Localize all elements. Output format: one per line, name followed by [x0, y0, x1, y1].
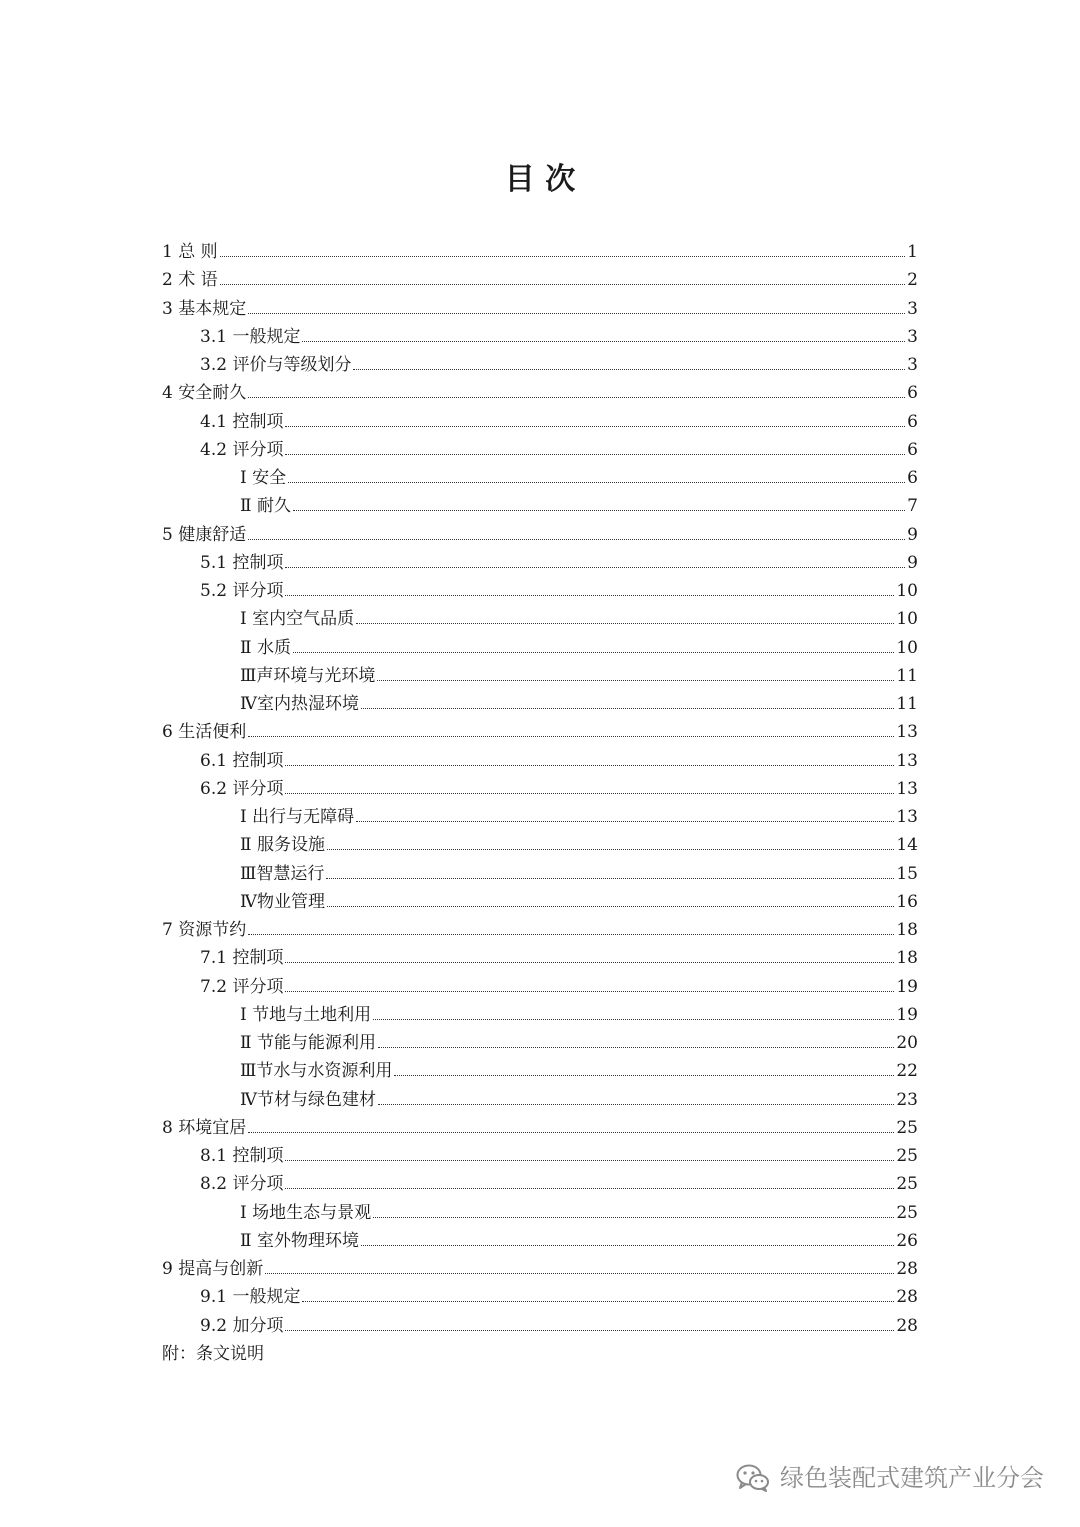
toc-entry[interactable]: [162, 831, 918, 859]
toc-entry-page: 6: [907, 439, 918, 460]
appendix-note: 附：条文说明: [162, 1343, 264, 1364]
toc-entry-label: 7 资源节约: [162, 920, 247, 940]
toc-entry-page: 10: [896, 609, 918, 630]
toc-dot-leader: [285, 453, 905, 455]
toc-entry-page: 11: [896, 694, 918, 714]
toc-dot-leader: [248, 538, 905, 540]
toc-entry-label: Ⅱ 耐久: [240, 496, 291, 517]
toc-entry-page: 28: [896, 1287, 918, 1308]
toc-dot-leader: [285, 594, 894, 596]
toc-entry-label: 8.1 控制项: [200, 1146, 284, 1166]
toc-entry-page: 3: [907, 355, 918, 375]
toc-entry-page: 26: [896, 1230, 918, 1251]
toc-dot-leader: [285, 961, 894, 963]
toc-entry[interactable]: [162, 1114, 918, 1142]
toc-dot-leader: [293, 509, 905, 511]
toc-entry-label: Ⅰ 室内空气品质: [240, 609, 355, 630]
toc-entry-label: 8 环境宜居: [162, 1117, 247, 1138]
toc-dot-leader: [285, 764, 894, 766]
toc-dot-leader: [356, 622, 894, 624]
toc-dot-leader: [361, 1244, 894, 1246]
toc-entry[interactable]: [162, 266, 918, 294]
toc-entry-label: Ⅳ物业管理: [240, 891, 325, 912]
toc-entry-page: 2: [907, 270, 918, 291]
toc-dot-leader: [285, 425, 905, 427]
toc-entry-page: 13: [896, 807, 918, 827]
toc-entry-label: Ⅰ 场地生态与景观: [240, 1202, 372, 1223]
toc-entry-label: Ⅲ节水与水资源利用: [240, 1061, 393, 1082]
toc-entry[interactable]: [162, 944, 918, 972]
toc-entry-label: 8.2 评分项: [200, 1174, 284, 1195]
toc-entry-label: 5 健康舒适: [162, 524, 247, 545]
toc-entry-label: 5.1 控制项: [200, 552, 284, 573]
table-of-contents: [162, 238, 918, 1368]
toc-entry[interactable]: [162, 747, 918, 775]
toc-entry[interactable]: [162, 1199, 918, 1227]
toc-entry[interactable]: [162, 888, 918, 916]
toc-entry-label: 1 总 则: [162, 242, 218, 262]
toc-entry-page: 25: [896, 1174, 918, 1195]
toc-dot-leader: [248, 933, 894, 935]
toc-entry-label: Ⅰ 安全: [240, 468, 287, 488]
toc-entry-page: 3: [907, 298, 918, 319]
toc-entry-page: 6: [907, 468, 918, 488]
toc-entry-label: 9.2 加分项: [200, 1315, 284, 1336]
toc-entry-label: 3.1 一般规定: [200, 326, 301, 347]
watermark: [736, 1462, 1044, 1494]
toc-entry[interactable]: [162, 775, 918, 803]
toc-entry-page: 25: [896, 1117, 918, 1138]
toc-dot-leader: [326, 877, 894, 879]
toc-entry-page: 9: [907, 524, 918, 545]
toc-entry-label: 7.2 评分项: [200, 976, 284, 997]
toc-dot-leader: [302, 340, 905, 342]
toc-entry[interactable]: [162, 351, 918, 379]
toc-entry[interactable]: [162, 295, 918, 323]
toc-entry-label: Ⅰ 节地与土地利用: [240, 1004, 372, 1025]
toc-entry-page: 10: [896, 581, 918, 601]
toc-entry-page: 15: [896, 863, 918, 884]
toc-entry[interactable]: [162, 1086, 918, 1114]
toc-entry[interactable]: [162, 634, 918, 662]
toc-dot-leader: [248, 1131, 894, 1133]
toc-entry[interactable]: [162, 1001, 918, 1029]
toc-entry[interactable]: [162, 577, 918, 605]
toc-entry[interactable]: [162, 973, 918, 1001]
toc-entry[interactable]: [162, 605, 918, 633]
toc-entry-label: 9 提高与创新: [162, 1259, 264, 1279]
toc-entry[interactable]: [162, 1312, 918, 1340]
toc-entry-page: 23: [896, 1089, 918, 1110]
toc-dot-leader: [285, 990, 894, 992]
toc-dot-leader: [361, 707, 894, 709]
toc-dot-leader: [248, 735, 894, 737]
toc-entry-page: 19: [896, 1004, 918, 1025]
toc-dot-leader: [285, 566, 905, 568]
toc-dot-leader: [373, 1216, 894, 1218]
toc-dot-leader: [285, 1159, 894, 1161]
toc-dot-leader: [373, 1018, 894, 1020]
toc-dot-leader: [220, 283, 906, 285]
toc-entry[interactable]: [162, 1142, 918, 1170]
toc-entry-label: Ⅱ 节能与能源利用: [240, 1033, 376, 1053]
toc-entry-label: Ⅲ智慧运行: [240, 863, 325, 884]
toc-dot-leader: [288, 481, 905, 483]
toc-entry-label: 6.1 控制项: [200, 750, 284, 771]
toc-entry-page: 18: [896, 920, 918, 940]
toc-dot-leader: [285, 1329, 894, 1331]
toc-entry-page: 25: [896, 1146, 918, 1166]
toc-entry-label: 5.2 评分项: [200, 581, 284, 601]
toc-entry-page: 1: [907, 242, 918, 262]
toc-entry[interactable]: [162, 436, 918, 464]
toc-entry[interactable]: [162, 408, 918, 436]
toc-entry-page: 9: [907, 552, 918, 573]
toc-entry[interactable]: [162, 860, 918, 888]
toc-entry-label: Ⅲ声环境与光环境: [240, 665, 376, 686]
toc-dot-leader: [353, 368, 905, 370]
toc-entry[interactable]: [162, 549, 918, 577]
toc-entry-page: 7: [907, 496, 918, 517]
toc-entry[interactable]: [162, 662, 918, 690]
toc-dot-leader: [378, 1046, 894, 1048]
toc-entry-label: 4.2 评分项: [200, 439, 284, 460]
toc-entry[interactable]: [162, 464, 918, 492]
toc-entry-label: 7.1 控制项: [200, 948, 284, 969]
toc-entry[interactable]: [162, 1227, 918, 1255]
toc-entry-page: 11: [896, 665, 918, 686]
toc-entry[interactable]: [162, 492, 918, 520]
toc-entry-label: 9.1 一般规定: [200, 1287, 301, 1308]
toc-entry[interactable]: [162, 1170, 918, 1198]
toc-entry-label: Ⅱ 水质: [240, 637, 291, 658]
toc-entry-page: 18: [896, 948, 918, 969]
toc-dot-leader: [265, 1272, 894, 1274]
toc-dot-leader: [285, 792, 894, 794]
toc-entry[interactable]: [162, 521, 918, 549]
toc-entry-page: 3: [907, 326, 918, 347]
toc-entry-page: 6: [907, 411, 918, 432]
watermark-text: 绿色装配式建筑产业分会: [780, 1464, 1044, 1492]
toc-dot-leader: [327, 848, 894, 850]
toc-entry-page: 20: [896, 1033, 918, 1053]
toc-dot-leader: [302, 1300, 894, 1302]
toc-entry-page: 10: [896, 637, 918, 658]
toc-dot-leader: [378, 1103, 894, 1105]
toc-dot-leader: [248, 396, 905, 398]
toc-entry-label: 3 基本规定: [162, 298, 247, 319]
toc-dot-leader: [220, 255, 906, 257]
toc-entry-page: 19: [896, 976, 918, 997]
page-title: 目 次: [504, 162, 576, 197]
toc-dot-leader: [356, 820, 894, 822]
toc-dot-leader: [394, 1074, 894, 1076]
toc-entry-page: 25: [896, 1202, 918, 1223]
toc-entry-label: 6.2 评分项: [200, 778, 284, 799]
toc-entry-page: 13: [896, 722, 918, 743]
toc-entry[interactable]: [162, 803, 918, 831]
toc-entry-label: 4 安全耐久: [162, 383, 247, 404]
toc-entry-label: 6 生活便利: [162, 722, 247, 743]
toc-entry-page: 13: [896, 750, 918, 771]
toc-entry-page: 13: [896, 778, 918, 799]
toc-entry-label: 3.2 评价与等级划分: [200, 355, 352, 375]
toc-entry-label: Ⅳ室内热湿环境: [240, 694, 359, 714]
toc-entry-label: 4.1 控制项: [200, 411, 284, 432]
wechat-icon: [736, 1463, 770, 1493]
toc-entry[interactable]: [162, 1283, 918, 1311]
toc-entry[interactable]: [162, 1255, 918, 1283]
toc-entry-page: 16: [896, 891, 918, 912]
toc-entry[interactable]: [162, 238, 918, 266]
toc-entry[interactable]: [162, 1057, 918, 1085]
toc-entry-page: 28: [896, 1315, 918, 1336]
toc-entry-label: Ⅱ 室外物理环境: [240, 1230, 359, 1251]
toc-entry[interactable]: [162, 379, 918, 407]
toc-entry-page: 14: [896, 835, 918, 856]
toc-entry[interactable]: [162, 916, 918, 944]
toc-entry-label: 2 术 语: [162, 270, 218, 291]
toc-dot-leader: [327, 905, 894, 907]
toc-entry[interactable]: [162, 1029, 918, 1057]
toc-entry[interactable]: [162, 718, 918, 746]
toc-entry[interactable]: [162, 323, 918, 351]
toc-dot-leader: [377, 679, 894, 681]
toc-entry-page: 6: [907, 383, 918, 404]
toc-entry-page: 28: [896, 1259, 918, 1279]
toc-entry-label: Ⅰ 出行与无障碍: [240, 807, 355, 827]
toc-dot-leader: [293, 651, 894, 653]
toc-dot-leader: [248, 312, 905, 314]
toc-entry[interactable]: [162, 690, 918, 718]
toc-entry-label: Ⅱ 服务设施: [240, 835, 325, 856]
toc-entry-page: 22: [896, 1061, 918, 1082]
toc-dot-leader: [285, 1187, 894, 1189]
toc-entry-label: Ⅳ节材与绿色建材: [240, 1089, 376, 1110]
